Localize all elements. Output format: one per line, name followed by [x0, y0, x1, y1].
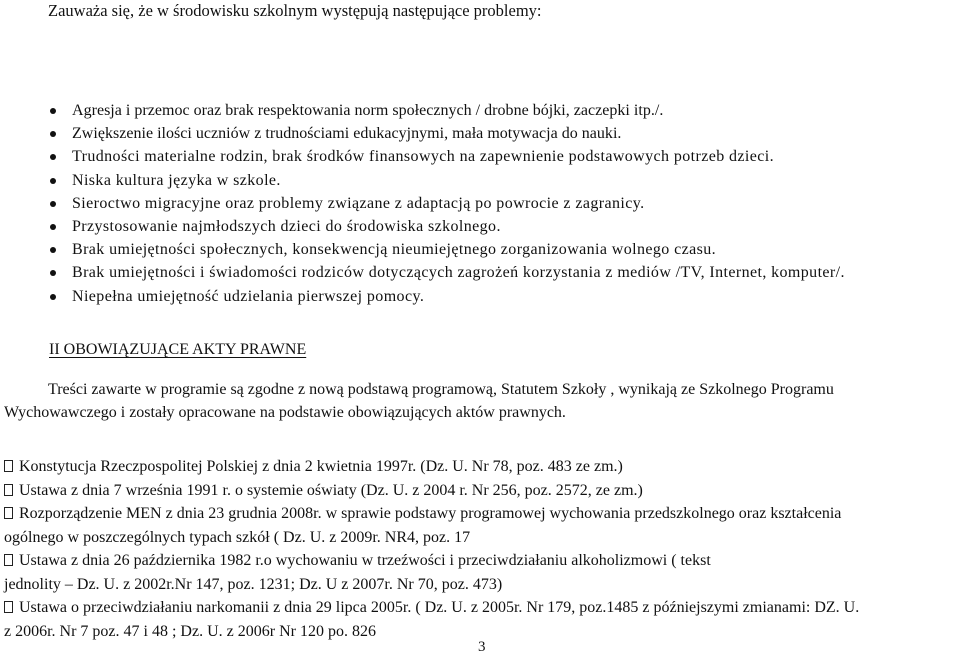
legal-act-item — [4, 455, 960, 479]
list-item-text: Zwiększenie ilości uczniów z trudnościami edukacyjnymi, mała motywacja do nauki. — [72, 125, 622, 143]
list-item — [0, 99, 960, 122]
legal-act-text: Ustawa o przeciwdziałaniu narkomanii z dnia 29 lipca 2005r. ( Dz. U. z 2005r. Nr 179, poz.1485 z późniejszymi zmianami: DZ. U. — [19, 599, 860, 616]
legal-act-text: Konstytucja Rzeczpospolitej Polskiej z dnia 2 kwietnia 1997r. (Dz. U. Nr 78, poz. 483 ze zm.) — [19, 458, 623, 475]
checkbox-square-icon — [4, 460, 13, 472]
checkbox-square-icon — [4, 484, 13, 496]
legal-act-text: Ustawa z dnia 7 września 1991 r. o systemie oświaty (Dz. U. z 2004 r. Nr 256, poz. 2572, ze zm.) — [19, 481, 643, 499]
legal-act-item — [4, 596, 960, 620]
bullet-icon — [50, 294, 56, 300]
list-item-text: Sieroctwo migracyjne oraz problemy związane z adaptacją po powrocie z zagranicy. — [72, 194, 645, 212]
list-item — [0, 261, 960, 284]
checkbox-square-icon — [4, 554, 13, 566]
legal-act-text: jednolity – Dz. U. z 2002r.Nr 147, poz. 1231; Dz. U z 2007r. Nr 70, poz. 473) — [4, 575, 503, 593]
bullet-icon — [50, 154, 56, 160]
bullet-icon — [50, 108, 56, 114]
list-item — [0, 192, 960, 215]
list-item-text: Niepełna umiejętność udzielania pierwszej pomocy. — [72, 287, 425, 305]
bullet-icon — [50, 270, 56, 276]
list-item — [0, 169, 960, 192]
legal-act-item — [4, 502, 960, 526]
intro-text: Zauważa się, że w środowisku szkolnym występują następujące problemy: — [48, 1, 542, 20]
list-item-text: Brak umiejętności i świadomości rodziców dotyczących zagrożeń korzystania z mediów /TV, Internet, komputer/. — [72, 264, 845, 282]
paragraph-line: Wychowawczego i zostały opracowane na podstawie obowiązujących aktów prawnych. — [4, 404, 566, 421]
legal-act-text: z 2006r. Nr 7 poz. 47 i 48 ; Dz. U. z 2006r Nr 120 po. 826 — [4, 622, 376, 640]
list-item-text: Brak umiejętności społecznych, konsekwencją nieumiejętnego zorganizowania wolnego czasu. — [72, 241, 717, 259]
checkbox-square-icon — [4, 507, 13, 519]
legal-act-text: Ustawa z dnia 26 października 1982 r.o wychowaniu w trzeźwości i przeciwdziałaniu alkoholizmowi ( tekst — [19, 552, 711, 569]
list-item — [0, 122, 960, 145]
legal-act-continuation — [4, 526, 960, 550]
list-item-text: Przystosowanie najmłodszych dzieci do środowiska szkolnego. — [72, 217, 501, 235]
page-number: 3 — [478, 639, 486, 655]
bullet-icon — [50, 131, 56, 137]
legal-act-text: ogólnego w poszczególnych typach szkół ( Dz. U. z 2009r. NR4, poz. 17 — [4, 528, 471, 546]
list-item — [0, 145, 960, 168]
legal-act-continuation — [4, 573, 960, 597]
section-heading: II OBOWIĄZUJĄCE AKTY PRAWNE — [49, 341, 307, 358]
legal-act-item — [4, 479, 960, 503]
list-item-text: Trudności materialne rodzin, brak środków finansowych na zapewnienie podstawowych potrzeb dzieci. — [72, 148, 775, 166]
paragraph-line: Treści zawarte w programie są zgodne z nową podstawą programową, Statutem Szkoły , wynikają ze Szkolnego Programu — [48, 381, 834, 398]
legal-act-item — [4, 549, 960, 573]
legal-act-text: Rozporządzenie MEN z dnia 23 grudnia 2008r. w sprawie podstawy programowej wychowania przedszkolnego oraz kształcenia — [19, 505, 842, 522]
list-item — [0, 215, 960, 238]
legal-acts-list — [4, 455, 960, 643]
list-item — [0, 238, 960, 261]
bullet-icon — [50, 224, 56, 230]
bullet-icon — [50, 247, 56, 253]
bullet-icon — [50, 178, 56, 184]
checkbox-square-icon — [4, 601, 13, 613]
bullet-icon — [50, 201, 56, 207]
problems-list — [0, 99, 960, 308]
intro-paragraph — [4, 378, 944, 424]
list-item-text: Agresja i przemoc oraz brak respektowania norm społecznych / drobne bójki, zaczepki itp./. — [72, 102, 664, 119]
list-item — [0, 285, 960, 308]
list-item-text: Niska kultura języka w szkole. — [72, 171, 281, 189]
